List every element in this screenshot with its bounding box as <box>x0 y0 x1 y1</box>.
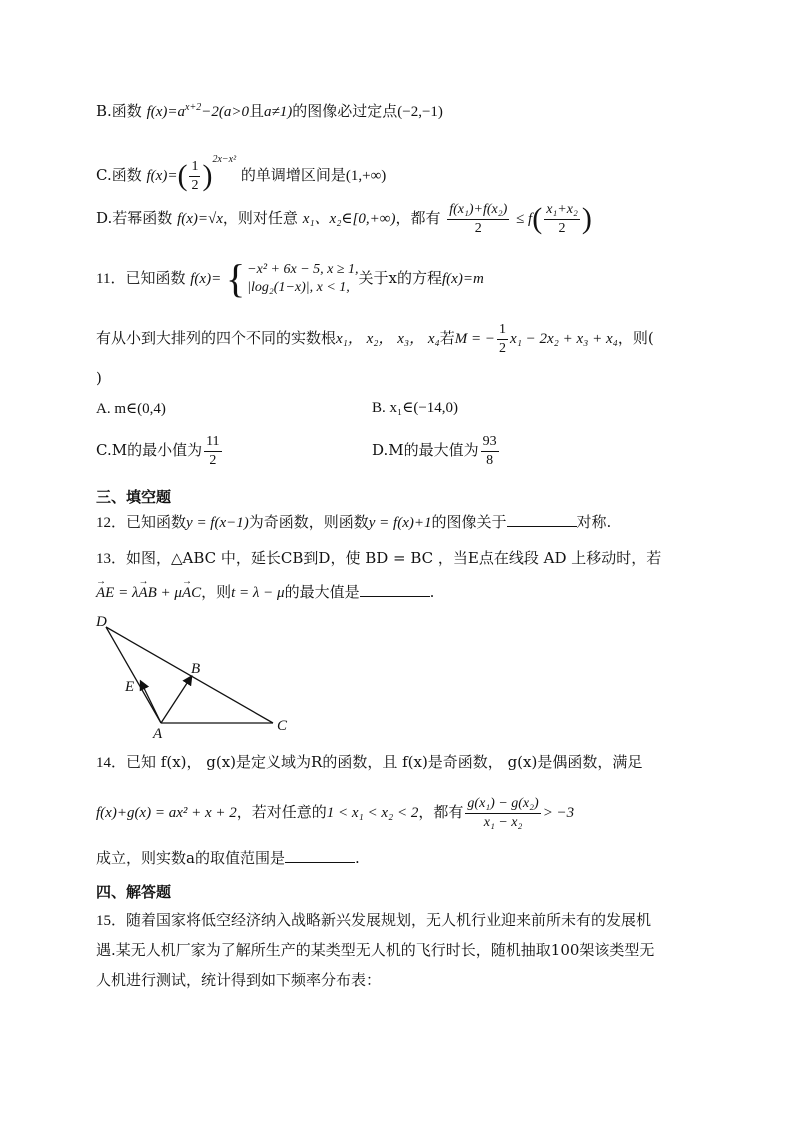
brace: { <box>225 256 246 301</box>
q15-line2 <box>96 940 654 960</box>
q12 <box>96 512 611 533</box>
question-number: 14． <box>96 755 127 771</box>
left-paren: ( <box>532 202 543 235</box>
text: 已知函数 <box>126 513 187 531</box>
text: 且 <box>248 102 264 120</box>
option-label: B. <box>96 102 112 120</box>
answer-blank[interactable] <box>507 512 577 527</box>
denominator: 2 <box>209 452 217 468</box>
text: ，则( <box>617 329 654 347</box>
q10-option-b <box>96 98 443 122</box>
text: 的最大值是 <box>284 583 360 601</box>
option-d: D.M的最大值为 <box>372 441 479 459</box>
math: t = λ − μ <box>231 585 285 601</box>
text: 若幂函数 <box>112 209 173 227</box>
question-number: 15． <box>96 913 127 929</box>
exponent: 2x−x² <box>212 154 237 165</box>
option-label: C. <box>96 166 112 184</box>
text: ，则 <box>201 583 232 601</box>
math: > −3 <box>542 805 575 821</box>
text: ，若对任意的 <box>236 803 327 821</box>
text: . <box>429 583 435 601</box>
denominator: 2 <box>558 220 566 236</box>
section-heading-3: 三、填空题 <box>96 488 172 506</box>
text: 已知 f(x)， g(x)是定义域为R的函数，且 f(x)是奇函数， g(x)是偶函数，满足 <box>126 753 643 771</box>
option-c: C.M的最小值为 <box>96 441 203 459</box>
q11-option-d <box>372 430 501 470</box>
numerator: x₁+x₂ <box>544 201 580 220</box>
q15-line1 <box>96 910 651 931</box>
text: 函数 <box>111 166 142 184</box>
math: f(x)+g(x) = ax² + x + 2 <box>96 805 237 821</box>
label-e: E <box>125 679 135 695</box>
math: f(x)= <box>146 168 178 184</box>
case-2: |log₂(1−x)|, x < 1, <box>247 280 350 295</box>
q11-option-a <box>96 398 166 419</box>
text: ) <box>96 369 102 387</box>
denominator: x₁ − x₂ <box>483 814 523 830</box>
numerator: 1 <box>497 321 508 340</box>
math: + μ <box>156 585 182 601</box>
math: f(x)=m <box>442 271 484 287</box>
denominator: 2 <box>499 340 507 356</box>
denominator: 2 <box>474 220 482 236</box>
fraction <box>465 795 540 832</box>
text: 关于x的方程 <box>358 269 443 287</box>
text: ，都有 <box>418 803 464 821</box>
segment-da <box>106 627 161 723</box>
numerator: 93 <box>481 433 499 452</box>
text: 对称. <box>576 513 612 531</box>
answer-blank[interactable] <box>360 582 430 597</box>
question-number: 11． <box>96 271 126 287</box>
math: M = − <box>454 331 496 347</box>
left-paren: ( <box>177 159 188 192</box>
exponent: x+2 <box>185 102 202 113</box>
numerator: f(x₁)+f(x₂) <box>447 201 509 220</box>
text: 的图像关于 <box>431 513 507 531</box>
text: 为奇函数，则函数 <box>248 513 369 531</box>
vector-ac: → AC <box>182 583 201 603</box>
q11-line3 <box>96 368 102 388</box>
fraction <box>189 158 200 195</box>
text: 随着国家将低空经济纳入战略新兴发展规划，无人机行业迎来前所未有的发展机 <box>126 911 652 929</box>
right-paren: ) <box>581 202 592 235</box>
label-c: C <box>277 718 288 734</box>
option-b: B. x₁∈(−14,0) <box>372 400 459 416</box>
text: . <box>354 849 360 867</box>
answer-blank[interactable] <box>285 848 355 863</box>
label-d: D <box>96 614 107 630</box>
q14-line2 <box>96 792 574 833</box>
fraction <box>204 433 221 470</box>
text: 的单调增区间是 <box>240 166 346 184</box>
q10-option-c <box>96 140 386 196</box>
q11-line2 <box>96 318 654 359</box>
math: (−2,−1) <box>397 104 443 120</box>
q13-line2 <box>96 582 434 603</box>
denominator: 8 <box>486 452 494 468</box>
q11-option-b <box>372 398 458 417</box>
piecewise <box>225 256 359 301</box>
text: 如图，△ABC 中，延长CB到D，使 BD = BC ，当E点在线段 AD 上移动时，若 <box>126 549 662 567</box>
label-b: B <box>191 661 201 677</box>
vector-ae: → AE <box>96 583 114 603</box>
triangle-figure <box>90 610 300 740</box>
math: (1,+∞) <box>345 168 387 184</box>
math: −2(a>0 <box>201 104 249 120</box>
arrow-ab <box>161 677 191 723</box>
text: 人机进行测试，统计得到如下频率分布表： <box>96 971 382 989</box>
q11-line1 <box>96 256 484 301</box>
right-paren: ) <box>202 159 213 192</box>
fraction <box>497 321 508 358</box>
text: 有从小到大排列的四个不同的实数根 <box>96 329 337 347</box>
math: f(x)= <box>190 271 222 287</box>
math: x₁ − 2x₂ + x₃ + x₄ <box>510 331 618 347</box>
math: a≠1) <box>263 104 293 120</box>
math: f(x)=a <box>146 104 186 120</box>
q13-line1 <box>96 548 661 569</box>
numerator: 11 <box>204 433 221 452</box>
text: 函数 <box>111 102 142 120</box>
question-number: 13． <box>96 551 127 567</box>
numerator: g(x₁) − g(x₂) <box>465 795 540 814</box>
cases <box>247 261 358 297</box>
case-1: −x² + 6x − 5, x ≥ 1, <box>247 262 359 277</box>
math: x₁， x₂， x₃， x₄ <box>336 331 440 347</box>
text: ，都有 <box>395 209 441 227</box>
q14-line1 <box>96 752 642 773</box>
math: x₁、x₂∈[0,+∞) <box>302 211 396 227</box>
question-number: 12． <box>96 515 127 531</box>
math: 1 < x₁ < x₂ < 2 <box>326 805 419 821</box>
math: ≤ f <box>516 211 533 227</box>
numerator: 1 <box>189 158 200 177</box>
vector-ab: → AB <box>138 583 156 603</box>
math: = λ <box>114 585 139 601</box>
denominator: 2 <box>191 177 199 193</box>
text: 成立，则实数a的取值范围是 <box>96 849 285 867</box>
math: y = f(x−1) <box>186 515 249 531</box>
segment-dc <box>106 627 273 723</box>
math: y = f(x)+1 <box>368 515 432 531</box>
option-a: A. m∈(0,4) <box>96 401 166 417</box>
fraction <box>544 201 580 238</box>
q11-option-c <box>96 430 224 470</box>
q15-line3 <box>96 970 381 990</box>
fraction <box>481 433 499 470</box>
label-a: A <box>153 726 163 740</box>
text: 若 <box>439 329 455 347</box>
q10-option-d <box>96 198 592 239</box>
math: f(x)=√x <box>177 211 223 227</box>
option-label: D. <box>96 209 113 227</box>
fraction <box>447 201 509 238</box>
q14-line3 <box>96 848 360 868</box>
section-heading-4: 四、解答题 <box>96 883 172 901</box>
text: 的图像必过定点 <box>292 102 398 120</box>
text: ，则对任意 <box>222 209 298 227</box>
text: 已知函数 <box>125 269 186 287</box>
text: 遇.某无人机厂家为了解所生产的某类型无人机的飞行时长，随机抽取100架该类型无 <box>96 941 655 959</box>
arrow-ae <box>141 682 161 723</box>
